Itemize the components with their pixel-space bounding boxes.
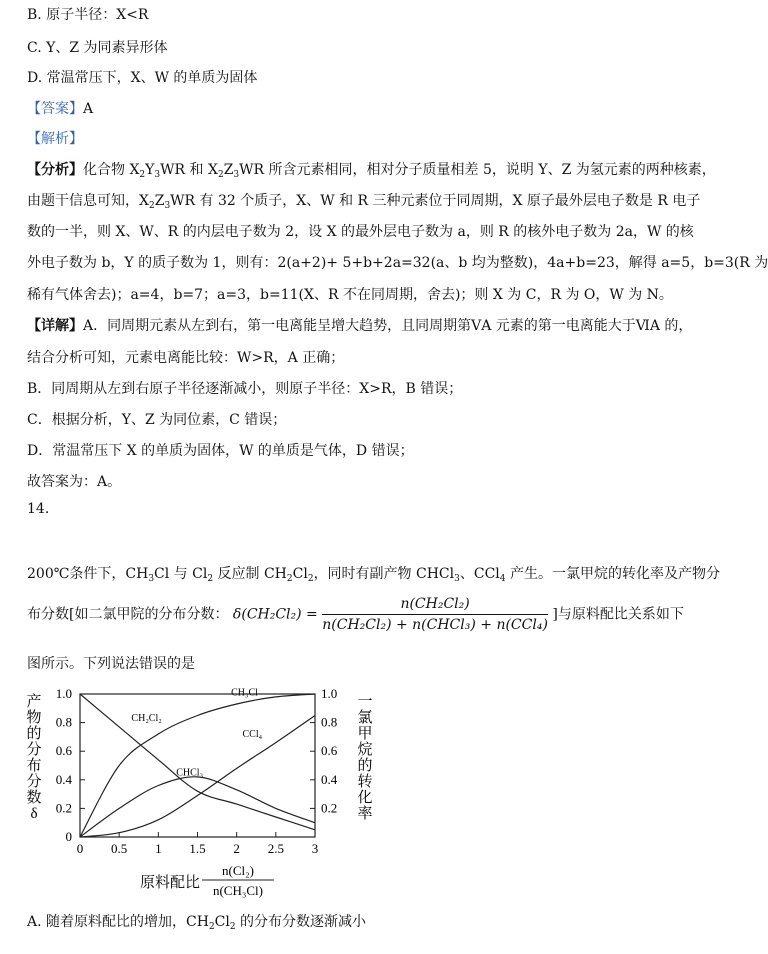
text-run: 200℃条件下，CH <box>27 566 149 582</box>
x-axis-title: 原料配比 <box>139 875 201 891</box>
text-run: Cl <box>292 566 308 582</box>
text-run: ]与原料配比关系如下 <box>552 606 684 623</box>
detail-paragraph-2: 结合分析可知，元素电离能比较：W>R，A 正确； <box>27 350 345 366</box>
text-run: 、CCl <box>459 566 500 582</box>
text-run: 反应制 CH <box>213 566 287 582</box>
axis-title-char: 化 <box>357 790 373 806</box>
analysis-paragraph-4: 外电子数为 b，Y 的质子数为 1，则有：2(a+2)+ 5+b+2a=32(a、b 均为整数)，4a+b=23，解得 a=5，b=3(R 为 <box>27 255 768 271</box>
axis-title-char: 甲 <box>357 726 373 742</box>
x-axis-fraction-numerator: n(Cl₂) <box>222 863 254 878</box>
text-run: Y <box>145 162 155 178</box>
y-axis-title-right <box>357 694 372 822</box>
axis-title-char: 率 <box>357 806 373 822</box>
xiangjie-tag: 【详解】 <box>27 318 83 334</box>
delta-expression: δ(CH₂Cl₂) = <box>232 606 318 623</box>
x-tick-label: 3 <box>311 841 319 856</box>
text-run: ，同时有副产物 CHCl <box>313 566 455 582</box>
question-line-2 <box>27 596 684 633</box>
subscript: 2 <box>217 170 224 180</box>
x-tick-label: 1.5 <box>189 841 206 856</box>
analysis-tag: 【解析】 <box>27 131 83 147</box>
text-run: 布分数[如二氯甲院的分布分数： <box>27 606 229 623</box>
y-tick-label-left: 0 <box>65 829 72 844</box>
axis-title-char: 一 <box>357 694 373 710</box>
chart-series <box>80 694 315 837</box>
question-line-3: 图所示。下列说法错误的是 <box>27 656 195 672</box>
y-tick-label-right: 0.4 <box>321 771 338 787</box>
label-chcl3: CHCl₃ <box>176 767 204 779</box>
option-a-line <box>27 911 366 931</box>
axis-title-char: 的 <box>26 726 42 742</box>
x-tick-label: 1 <box>155 841 162 856</box>
subscript: 2 <box>207 574 214 584</box>
x-tick-label: 0 <box>76 841 84 856</box>
subscript: 3 <box>164 201 171 211</box>
axis-title-char: 的 <box>357 758 373 774</box>
analysis-paragraph-5: 稀有气体舍去)；a=4，b=7；a=3，b=11(X、R 不在同周期，舍去)；则 X 为 C，R 为 O，W 为 N。 <box>27 287 673 303</box>
x-axis-fraction-denominator: n(CH₃Cl) <box>212 883 264 898</box>
subscript: 2 <box>139 170 146 180</box>
subscript: 2 <box>229 922 236 932</box>
text-run: Z <box>154 193 165 209</box>
axis-title-char: 物 <box>26 710 42 726</box>
option-d-line: D. 常温常压下，X、W 的单质为固体 <box>27 70 258 86</box>
text-run: Z <box>223 162 234 178</box>
text-run: 产生。一氯甲烷的转化率及产物分 <box>505 566 720 582</box>
analysis-paragraph-3: 数的一半，则 X、W、R 的内层电子数为 2，设 X 的最外层电子数为 a，则 R 的核外电子数为 2a，W 的核 <box>27 224 694 240</box>
axis-title-char: 氯 <box>357 710 373 726</box>
axis-title-char: 烷 <box>357 742 373 758</box>
y-axis-title-left <box>26 693 41 822</box>
x-tick-label: 2 <box>233 841 240 856</box>
y-tick-label-right: 0.6 <box>321 743 338 759</box>
answer-line <box>27 98 93 118</box>
axis-title-char: 产 <box>26 694 42 710</box>
subscript: 3 <box>233 170 240 180</box>
subscript: 3 <box>154 170 161 180</box>
series-chcl3-line <box>80 777 315 837</box>
text-run: 由题干信息可知，X <box>27 193 149 209</box>
subscript: 2 <box>286 574 293 584</box>
option-c-line: C. Y、Z 为同素异形体 <box>27 40 168 56</box>
subscript: 4 <box>499 574 506 584</box>
subscript: 2 <box>148 201 155 211</box>
x-tick-label: 2.5 <box>267 841 284 856</box>
text-run: Cl 与 Cl <box>154 566 208 582</box>
axis-title-char: 数 <box>26 790 42 806</box>
text-run: A. 随着原料配比的增加，CH <box>27 914 209 930</box>
axis-title-char: 布 <box>26 758 42 774</box>
axis-title-char: 分 <box>26 774 42 790</box>
label-ccl4: CCl₄ <box>242 728 263 740</box>
detail-paragraph-1 <box>27 315 692 335</box>
detail-paragraph-4: C．根据分析，Y、Z 为同位素，C 错误； <box>27 412 287 428</box>
y-tick-label-left: 0.2 <box>55 800 72 816</box>
subscript: 3 <box>454 574 460 584</box>
y-tick-label-left: 0.6 <box>55 743 72 759</box>
fraction-numerator: n(CH₂Cl₂) <box>322 596 548 615</box>
subscript: 3 <box>148 574 155 584</box>
y-tick-label-left: 1.0 <box>55 686 72 701</box>
question-line-1 <box>27 563 720 583</box>
subscript: 2 <box>307 574 314 584</box>
detail-paragraph-3: B．同周期从左到右原子半径逐渐减小，则原子半径：X>R，B 错误； <box>27 381 463 397</box>
analysis-paragraph-2 <box>27 190 700 210</box>
y-tick-label-right: 1.0 <box>321 686 338 701</box>
y-tick-label-left: 0.8 <box>55 714 72 730</box>
text-run: 化合物 X <box>83 162 140 178</box>
text-run: Cl <box>214 914 230 930</box>
text-run: WR 有 32 个质子，X、W 和 R 三种元素位于同周期，X 原子最外层电子数是 R 电子 <box>170 193 701 209</box>
axis-title-char: 分 <box>26 742 42 758</box>
x-tick-label: 0.5 <box>111 841 128 856</box>
answer-value: A <box>83 101 94 117</box>
label-ch2cl2: CH₂Cl₂ <box>131 713 162 725</box>
distribution-chart <box>20 682 400 902</box>
detail-paragraph-5: D．常温常压下 X 的单质为固体，W 的单质是气体，D 错误； <box>27 443 414 459</box>
fenxi-tag: 【分析】 <box>27 162 83 178</box>
text-run: A．同周期元素从左到右，第一电离能呈增大趋势，且同周期第ⅤA 元素的第一电离能大于ⅥA 的， <box>83 318 693 334</box>
series-ch3cl-line <box>80 694 315 837</box>
axis-title-char: δ <box>30 806 38 822</box>
answer-tag: 【答案】 <box>27 101 83 117</box>
y-tick-label-left: 0.4 <box>55 771 72 787</box>
question-number: 14. <box>27 501 50 517</box>
final-answer: 故答案为：A。 <box>27 474 122 490</box>
y-tick-label-right: 0.2 <box>321 800 338 816</box>
analysis-paragraph-1 <box>27 159 716 179</box>
option-b-line: B. 原子半径：X<R <box>27 7 149 23</box>
fraction-denominator: n(CH₂Cl₂) + n(CHCl₃) + n(CCl₄) <box>322 617 548 633</box>
label-ch3cl: CH₃Cl <box>231 687 258 699</box>
text-run: 的分布分数逐渐减小 <box>235 914 367 930</box>
axis-title-char: 转 <box>357 774 373 790</box>
y-tick-label-right: 0.8 <box>321 714 338 730</box>
text-run: WR 和 X <box>160 162 218 178</box>
subscript: 2 <box>208 922 215 932</box>
text-run: WR 所含元素相同，相对分子质量相差 5，说明 Y、Z 为氢元素的两种核素， <box>239 162 716 178</box>
distribution-fraction <box>322 596 548 633</box>
